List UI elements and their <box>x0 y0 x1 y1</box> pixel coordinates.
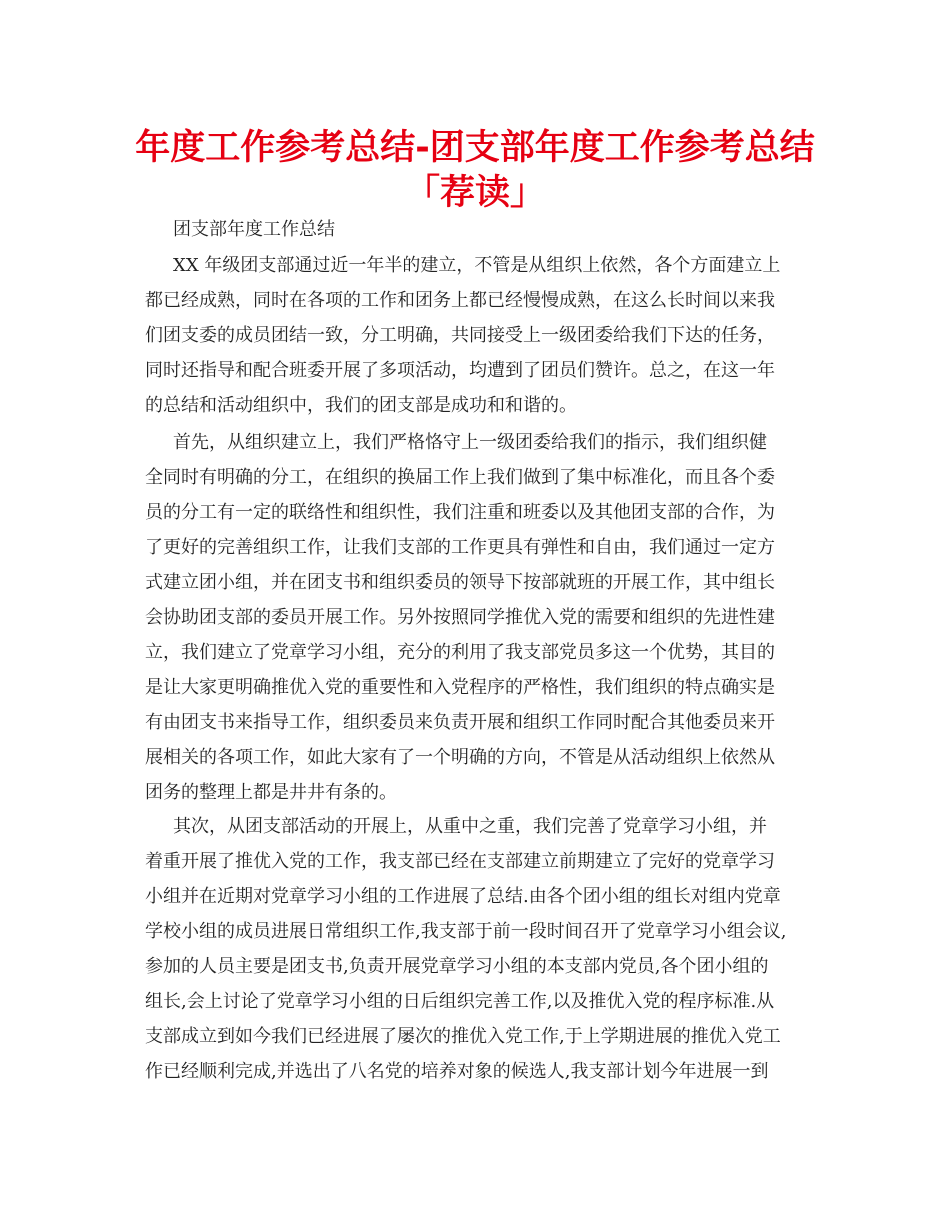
paragraph-line: 组长,会上讨论了党章学习小组的日后组织完善工作,以及推优入党的程序标准.从 <box>145 991 775 1012</box>
paragraph-line: 作已经顺利完成,并选出了八名党的培养对象的候选人,我支部计划今年进展一到 <box>145 1061 769 1082</box>
paragraph-line: 式建立团小组，并在团支书和组织委员的领导下按部就班的开展工作，其中组长 <box>145 572 775 593</box>
paragraph-2 <box>145 425 805 810</box>
document-title-line-2: 「荐读」 <box>404 173 545 213</box>
paragraph-line: 了更好的完善组织工作，让我们支部的工作更具有弹性和自由，我们通过一定方 <box>145 537 775 558</box>
paragraph-line: 立，我们建立了党章学习小组，充分的利用了我支部党员多这一个优势，其目的 <box>145 642 775 663</box>
paragraph-line: 的总结和活动组织中，我们的团支部是成功和和谐的。 <box>145 395 577 416</box>
paragraph-line: 学校小组的成员进展日常组织工作,我支部于前一段时间召开了党章学习小组会议, <box>145 921 787 942</box>
paragraph-line: 着重开展了推优入党的工作，我支部已经在支部建立前期建立了完好的党章学习 <box>145 851 775 872</box>
document-subtitle: 团支部年度工作总结 <box>173 219 335 240</box>
paragraph-line: 其次，从团支部活动的开展上，从重中之重，我们完善了党章学习小组，并 <box>173 816 767 837</box>
paragraph-line: 会协助团支部的委员开展工作。另外按照同学推优入党的需要和组织的先进性建 <box>145 607 775 628</box>
paragraph-line: 首先，从组织建立上，我们严格恪守上一级团委给我们的指示，我们组织健 <box>173 432 767 453</box>
paragraph-line: 小组并在近期对党章学习小组的工作进展了总结.由各个团小组的组长对组内党章 <box>145 886 781 907</box>
paragraph-line: 支部成立到如今我们已经进展了屡次的推优入党工作,于上学期进展的推优入党工 <box>145 1026 781 1047</box>
paragraph-1 <box>145 248 805 423</box>
paragraph-line: 团务的整理上都是井井有条的。 <box>145 782 397 803</box>
paragraph-3 <box>145 809 805 1089</box>
paragraph-line: 展相关的各项工作，如此大家有了一个明确的方向，不管是从活动组织上依然从 <box>145 747 775 768</box>
paragraph-line: 是让大家更明确推优入党的重要性和入党程序的严格性，我们组织的特点确实是 <box>145 677 775 698</box>
paragraph-line: 有由团支书来指导工作，组织委员来负责开展和组织工作同时配合其他委员来开 <box>145 712 775 733</box>
paragraph-line: XX 年级团支部通过近一年半的建立，不管是从组织上依然，各个方面建立上 <box>173 255 781 276</box>
document-title-line-1: 年度工作参考总结-团支部年度工作参考总结 <box>135 128 815 168</box>
paragraph-line: 都已经成熟，同时在各项的工作和团务上都已经慢慢成熟，在这么长时间以来我 <box>145 290 775 311</box>
paragraph-line: 员的分工有一定的联络性和组织性，我们注重和班委以及其他团支部的合作，为 <box>145 502 775 523</box>
paragraph-line: 们团支委的成员团结一致，分工明确，共同接受上一级团委给我们下达的任务， <box>145 325 775 346</box>
paragraph-line: 全同时有明确的分工，在组织的换届工作上我们做到了集中标准化，而且各个委 <box>145 467 775 488</box>
paragraph-line: 参加的人员主要是团支书,负责开展党章学习小组的本支部内党员,各个团小组的 <box>145 956 769 977</box>
paragraph-line: 同时还指导和配合班委开展了多项活动，均遭到了团员们赞许。总之，在这一年 <box>145 360 775 381</box>
